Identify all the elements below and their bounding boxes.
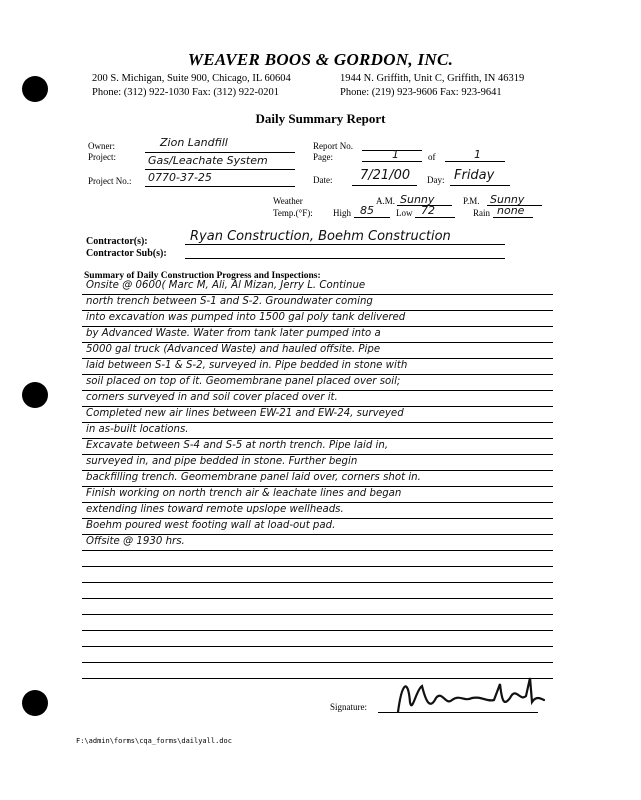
griffith-office [340,72,524,100]
ruled-line [82,550,553,551]
progress-line: Excavate between S-4 and S-5 at north trench. Pipe laid in, [86,440,389,451]
rain-underline [493,217,533,218]
progress-line: into excavation was pumped into 1500 gal poly tank delivered [86,312,406,323]
ruled-line [82,662,553,663]
ruled-line [82,438,553,439]
ruled-line [82,470,553,471]
progress-line: Completed new air lines between EW-21 and EW-24, surveyed [86,408,404,419]
contractors-underline [185,244,505,245]
low-label: Low [396,208,413,218]
binder-hole-middle [22,382,48,408]
date-label: Date: [313,175,333,185]
high-underline [354,217,390,218]
progress-line: Onsite @ 0600( Marc M, Ali, Al Mizan, Jerry L. Continue [86,280,366,291]
low-value: 72 [421,204,435,217]
contractor-subs-underline [185,258,505,259]
high-value: 85 [360,204,374,217]
ruled-line [82,630,553,631]
high-label: High [333,208,351,218]
temp-label: Temp.(°F): [273,208,313,218]
company-name: WEAVER BOOS & GORDON, INC. [187,50,454,69]
progress-line: Offsite @ 1930 hrs. [86,536,185,547]
ruled-line [82,310,553,311]
summary-heading: Summary of Daily Construction Progress and Inspections: [84,271,321,281]
date-value: 7/21/00 [360,168,411,183]
progress-line: soil placed on top of it. Geomembrane panel placed over soil; [86,376,401,387]
page-value: 1 [392,148,399,161]
am-value: Sunny [400,193,435,206]
project-no-label: Project No.: [88,176,132,186]
project-underline [145,169,295,170]
ruled-line [82,598,553,599]
ruled-line [82,486,553,487]
project-label: Project: [88,152,116,162]
ruled-line [82,518,553,519]
signature-label: Signature: [330,702,367,712]
ruled-line [82,614,553,615]
rain-label: Rain [473,208,490,218]
progress-line: backfilling trench. Geomembrane panel laid over, corners shot in. [86,472,421,483]
project-no-value: 0770-37-25 [148,171,212,184]
project-no-underline [145,186,295,187]
day-label: Day: [427,175,445,185]
contractor-subs-label: Contractor Sub(s): [86,248,167,259]
ruled-line [82,502,553,503]
low-underline [415,217,455,218]
ruled-line [82,582,553,583]
chicago-office [92,72,291,100]
ruled-line [82,294,553,295]
ruled-line [82,422,553,423]
progress-line: in as-built locations. [86,424,189,435]
progress-line: Boehm poured west footing wall at load-out pad. [86,520,336,531]
progress-line: extending lines toward remote upslope wellheads. [86,504,344,515]
page-of-value: 1 [474,148,481,161]
ruled-line [82,374,553,375]
progress-line: north trench between S-1 and S-2. Groundwater coming [86,296,373,307]
progress-line: laid between S-1 & S-2, surveyed in. Pipe bedded in stone with [86,360,408,371]
chicago-phone: Phone: (312) 922-1030 Fax: (312) 922-0201 [92,87,279,98]
report-title: Daily Summary Report [255,111,386,126]
project-value: Gas/Leachate System [148,154,268,167]
binder-hole-bottom [22,690,48,716]
owner-label: Owner: [88,141,115,151]
page-of-underline [445,161,505,162]
am-label: A.M. [376,196,396,206]
report-no-label: Report No. [313,141,353,151]
footer-file-path: F:\admin\forms\cqa_forms\dailyall.doc [76,737,232,745]
weather-label: Weather [273,196,303,206]
progress-line: corners surveyed in and soil cover placed over it. [86,392,338,403]
ruled-line [82,566,553,567]
ruled-line [82,342,553,343]
date-underline [352,185,417,186]
page-of-label: of [428,152,436,162]
ruled-line [82,390,553,391]
contractors-label: Contractor(s): [86,236,148,247]
progress-line: by Advanced Waste. Water from tank later pumped into a [86,328,381,339]
binder-hole-top [22,76,48,102]
ruled-line [82,358,553,359]
signature-scribble [390,672,550,720]
day-underline [450,185,510,186]
griffith-address: 1944 N. Griffith, Unit C, Griffith, IN 46319 [340,73,525,84]
ruled-line [82,406,553,407]
page-label: Page: [313,152,333,162]
owner-underline [145,152,295,153]
ruled-line [82,646,553,647]
contractors-value: Ryan Construction, Boehm Construction [190,229,451,244]
pm-value: Sunny [490,193,525,206]
progress-line: Finish working on north trench air & leachate lines and began [86,488,402,499]
ruled-line [82,326,553,327]
ruled-line [82,454,553,455]
pm-label: P.M. [463,196,480,206]
griffith-phone: Phone: (219) 923-9606 Fax: 923-9641 [340,87,502,98]
day-value: Friday [454,168,495,183]
owner-value: Zion Landfill [160,136,228,149]
progress-line: surveyed in, and pipe bedded in stone. Further begin [86,456,358,467]
chicago-address: 200 S. Michigan, Suite 900, Chicago, IL 60604 [92,73,291,84]
progress-line: 5000 gal truck (Advanced Waste) and hauled offsite. Pipe [86,344,381,355]
rain-value: none [497,204,525,217]
ruled-line [82,534,553,535]
page-underline [362,161,422,162]
